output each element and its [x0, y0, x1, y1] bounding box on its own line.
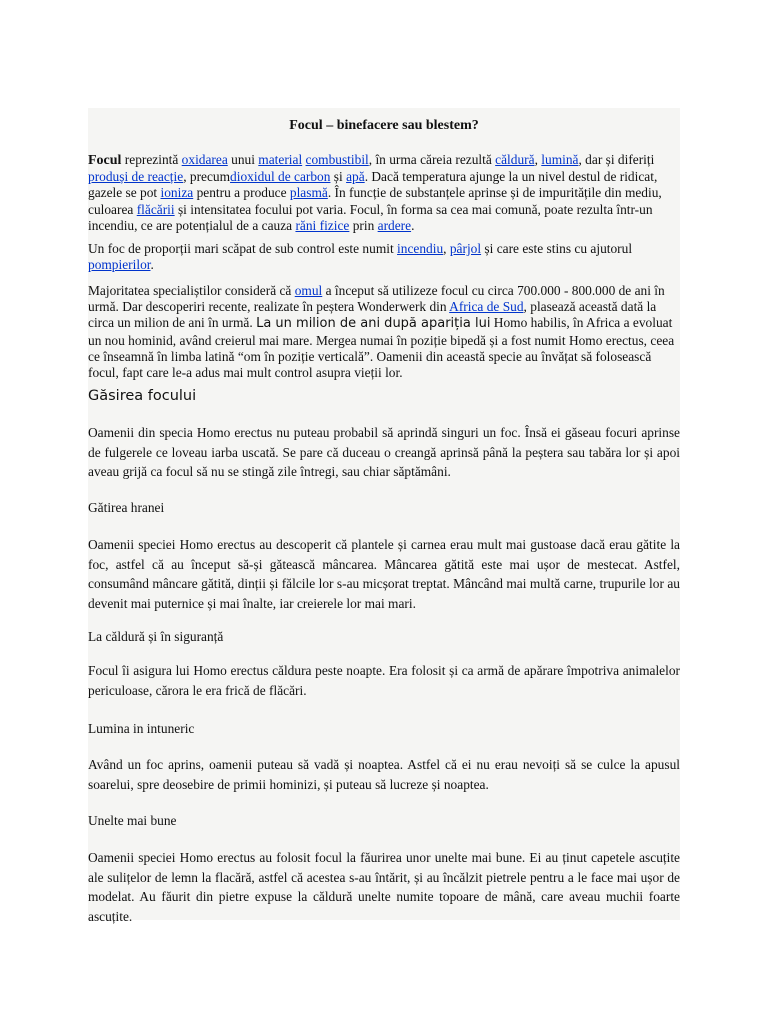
document-title: Focul – binefacere sau blestem?: [289, 118, 479, 133]
text: prin: [349, 217, 378, 233]
link-africa-de-sud[interactable]: Africa de Sud: [449, 299, 524, 315]
text: unui: [227, 152, 259, 167]
text: pentru a produce: [193, 185, 290, 201]
link-dioxidul-de-carbon[interactable]: dioxidul de carbon: [230, 169, 331, 185]
link-produsi-de-reactie[interactable]: produși de reacție: [88, 169, 184, 185]
paragraph-caldura-siguranta: Focul îi asigura lui Homo erectus căldura peste noapte. Era folosit și ca armă de apărare împotriva animalelor periculoase, cărora le era frică de flăcări.: [88, 663, 680, 698]
text: , în urma căreia rezultă: [368, 152, 496, 167]
text: . Dacă temperatura ajunge la un nivel destul de ridicat, gazele se pot: [88, 169, 658, 201]
text: , precum: [183, 169, 231, 185]
text: a început să utilizeze focul cu circa 700.000 - 800.000 de ani în urmă. Dar descoperiri recente, realizate în peștera Wonderwerk din: [88, 283, 665, 315]
text: .: [411, 217, 415, 233]
text: Un foc de proporții mari scăpat de sub control este numit: [88, 241, 398, 256]
text: ,: [534, 152, 542, 167]
text: Majoritatea specialiștilor consideră că: [88, 283, 295, 298]
link-apa[interactable]: apă: [346, 169, 365, 185]
link-ardere[interactable]: ardere: [377, 217, 412, 233]
link-flacarii[interactable]: flăcării: [136, 201, 175, 217]
link-parjol[interactable]: pârjol: [449, 241, 482, 256]
text: . În funcție de substanțele aprinse și de impuritățile din mediu, culoarea: [88, 185, 662, 217]
link-incendiu[interactable]: incendiu: [397, 241, 444, 256]
text: și intensitatea focului pot varia. Focul, în forma sa cea mai comună, poate rezulta într-un incendiu, ce are potențialul de a cauza: [88, 201, 653, 233]
heading-gatirea-hranei: Gătirea hranei: [88, 500, 165, 515]
paragraph-istoric: [88, 283, 680, 381]
text-sans: La un milion de ani după apariția lui: [256, 316, 491, 332]
text: .: [150, 257, 154, 273]
link-omul[interactable]: omul: [294, 283, 323, 298]
text: și: [330, 169, 347, 185]
link-caldura[interactable]: căldură: [495, 152, 535, 167]
link-plasma[interactable]: plasmă: [289, 185, 328, 201]
text: Homo habilis, în Africa a evoluat un nou hominid, având creierul mai mare. Mergea numai în poziție bipedă și a fost numit Homo erectus, ceea ce înseamnă în limba latină “om în poziție verticală”. Oamenii din această specie au învățat să folosească focul, fapt care le-a adus mai mult control asupra vieții lor.: [88, 315, 675, 381]
text: , dar și diferiți: [578, 152, 655, 167]
link-oxidarea[interactable]: oxidarea: [181, 152, 228, 167]
paragraph-lumina-intuneric: Având un foc aprins, oamenii puteau să vadă și noaptea. Astfel că ei nu erau nevoiți să se culce la apusul soarelui, spre deosebire de primii hominizi, și puteau să lucreze și noaptea.: [88, 757, 680, 792]
paragraph-intro: [88, 152, 680, 234]
heading-gasirea-focului: Găsirea focului: [88, 388, 197, 404]
heading-lumina-intuneric: Lumina in intuneric: [88, 721, 195, 736]
lead-word: Focul: [88, 153, 122, 168]
paragraph-gatirea-hranei: Oamenii speciei Homo erectus au descoperit că plantele și carnea erau mult mai gustoase dacă erau gătite la foc, astfel că au început să-și gătească mâncarea. Mâncarea gătită este mai ușor de mestecat. Astfel, consumând mâncare gătită, dinții și fălcile lor s-au micșorat treptat. Mâncând mai multă carne, trupurile lor au devenit mai puternice și mai înalte, iar creierele lor mai mari.: [88, 537, 680, 611]
document-page: [88, 108, 680, 924]
text: ,: [443, 241, 450, 256]
link-material[interactable]: material: [258, 152, 303, 167]
paragraph-incendiu: [88, 241, 680, 273]
text: și care este stins cu ajutorul: [481, 241, 633, 256]
heading-caldura-siguranta: La căldură și în siguranță: [88, 629, 224, 644]
link-ioniza[interactable]: ioniza: [160, 185, 194, 201]
paragraph-unelte-mai-bune: Oamenii speciei Homo erectus au folosit focul la făurirea unor unelte mai bune. Ei au ținut capetele ascuțite ale sulițelor de lemn la flacără, astfel că acestea s-au întărit, și au încălzit pietrele pentru a le face mai ușor de modelat. Au făurit din pietre expuse la căldură unelte numite topoare de mână, care aveau muchii foarte ascuțite.: [88, 850, 680, 924]
text: reprezintă: [121, 152, 182, 167]
link-combustibil[interactable]: combustibil: [305, 152, 369, 167]
text: , plasează această dată la circa un milion de ani în urmă.: [88, 299, 657, 331]
link-pompierilor[interactable]: pompierilor: [88, 257, 151, 273]
paragraph-gasirea-focului: Oamenii din specia Homo erectus nu puteau probabil să aprindă singuri un foc. Însă ei găseau focuri aprinse de fulgerele ce loveau iarba uscată. Se pare că duceau o creangă aprinsă până la peștera sau tabăra lor și apoi aveau grijă ca focul să nu se stingă zile întregi, sau chiar săptămâni.: [88, 425, 680, 479]
link-lumina[interactable]: lumină: [541, 152, 579, 167]
link-rani-fizice[interactable]: răni fizice: [295, 217, 350, 233]
heading-unelte-mai-bune: Unelte mai bune: [88, 813, 177, 828]
